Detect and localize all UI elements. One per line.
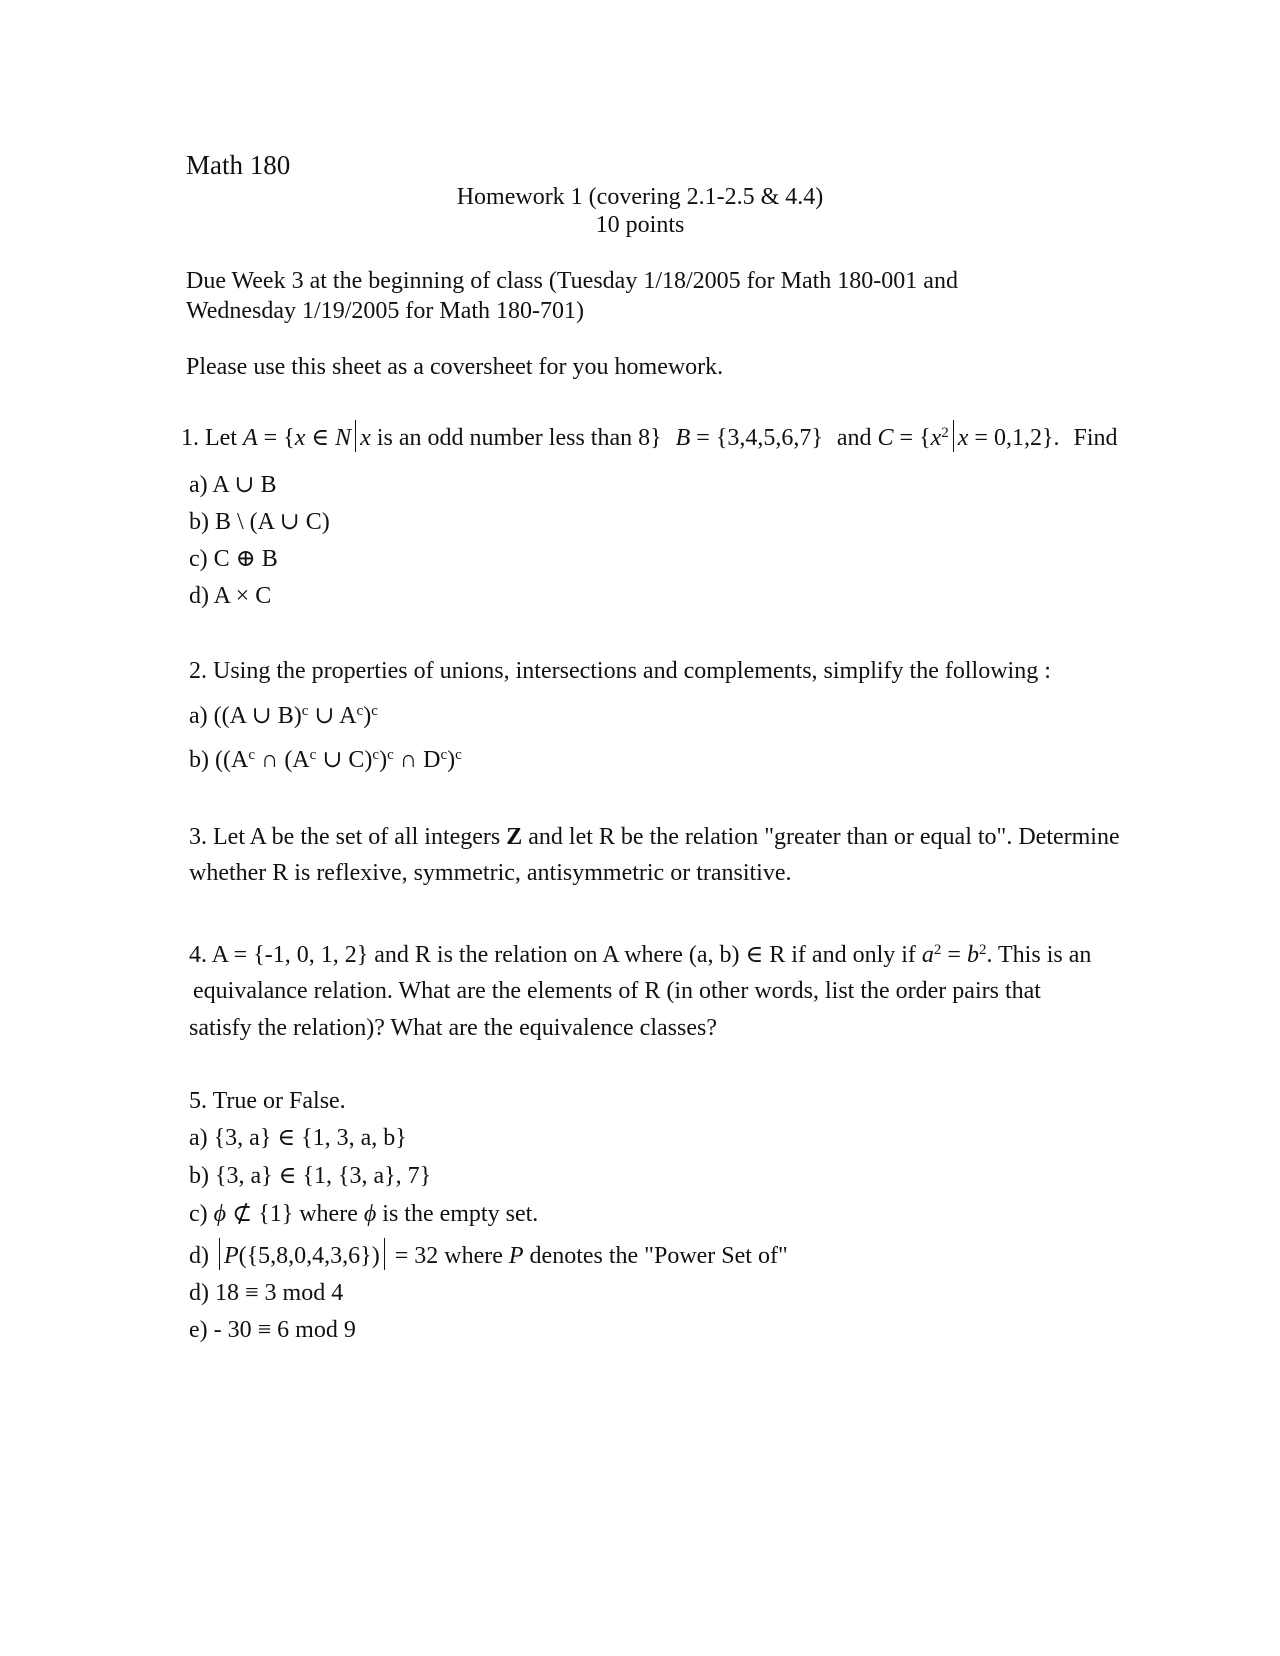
instructions: Please use this sheet as a coversheet for you homework.: [186, 354, 724, 380]
problem-1-part-b: b) B \ (A ∪ C): [189, 509, 330, 535]
problem-3-line-2: whether R is reflexive, symmetric, antisymmetric or transitive.: [189, 860, 792, 886]
problem-2-part-b: b) (($A^c$ ∩ ($A^c$ ∪ C)$^c$)$^c$ ∩ $D^c)^c$: [189, 746, 462, 773]
abs-bar: [384, 1238, 385, 1270]
problem-2-part-a: a) ((A ∪ B)$^c$ ∪ $A^c)^c$: [189, 702, 378, 729]
problem-5-stem: 5. True or False.: [189, 1088, 346, 1114]
set-builder-bar: [953, 420, 954, 452]
abs-bar: [219, 1238, 220, 1270]
course-title: Math 180: [186, 150, 291, 180]
problem-1-stem: 1. Let A = {x ∈ N x is an odd number less than 8} B = {3,4,5,6,7} and $C = \{x^2$ x = 0,1,2}. Find: [181, 420, 1118, 452]
problem-4-line-1: 4. A = {-1, 0, 1, 2} and R is the relation on A where (a, b) ∈ R if and only if $a^2 = b^2$. This is an: [189, 941, 1092, 968]
problem-5-part-d-mod: d) 18 ≡ 3 mod 4: [189, 1280, 344, 1306]
due-line-2: Wednesday 1/19/2005 for Math 180-701): [186, 298, 584, 324]
problem-4-line-2: equivalance relation. What are the elements of R (in other words, list the order pairs that: [193, 978, 1041, 1004]
problem-1-part-a: a) A ∪ B: [189, 472, 277, 498]
problem-5-part-a: a) {3, a} ∈ {1, 3, a, b}: [189, 1125, 407, 1151]
homework-title: Homework 1 (covering 2.1-2.5 & 4.4): [456, 184, 824, 210]
problem-5-part-e: e) - 30 ≡ 6 mod 9: [189, 1317, 356, 1343]
problem-5-part-c: c) ϕ ⊄ {1} where ϕ is the empty set.: [189, 1201, 539, 1227]
problem-4-line-3: satisfy the relation)? What are the equivalence classes?: [189, 1015, 717, 1041]
problem-1-part-c: c) C ⊕ B: [189, 546, 278, 572]
points-label: 10 points: [595, 212, 685, 238]
problem-5-part-d-power-set: d) P({5,8,0,4,3,6}) = 32 where P denotes the "Power Set of": [189, 1238, 788, 1270]
set-builder-bar: [355, 420, 356, 452]
problem-5-part-b: b) {3, a} ∈ {1, {3, a}, 7}: [189, 1163, 432, 1189]
problem-1-part-d: d) A × C: [189, 583, 272, 609]
problem-3-line-1: 3. Let A be the set of all integers Z and let R be the relation "greater than or equal to". Determine: [189, 824, 1120, 850]
problem-2-stem: 2. Using the properties of unions, intersections and complements, simplify the following :: [189, 658, 1051, 684]
due-line-1: Due Week 3 at the beginning of class (Tuesday 1/18/2005 for Math 180-001 and: [186, 268, 958, 294]
